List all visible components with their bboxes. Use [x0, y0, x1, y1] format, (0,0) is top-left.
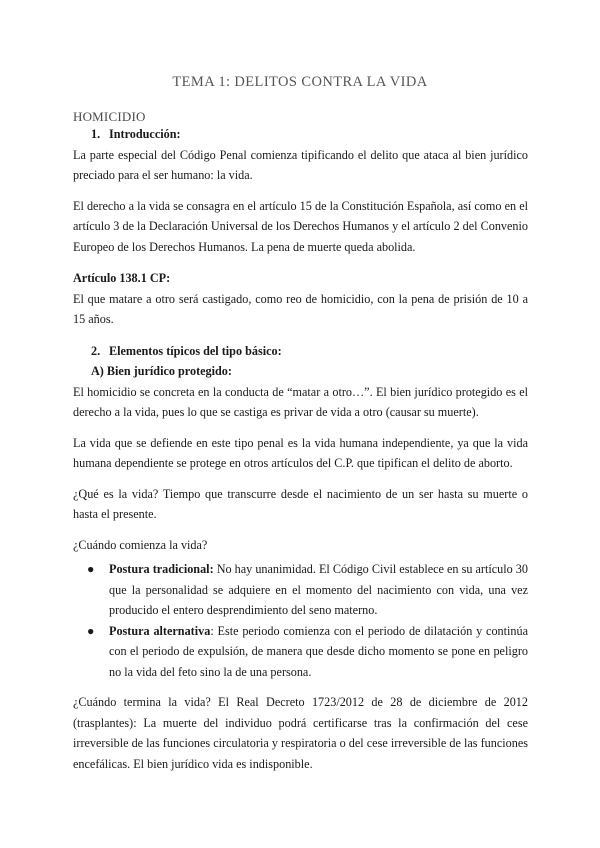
heading-number: 2.	[91, 343, 101, 358]
postures-list	[73, 559, 528, 682]
list-item	[73, 621, 528, 683]
list-item-bold: Postura alternativa	[109, 623, 211, 638]
list-item	[73, 559, 528, 621]
heading-label: Introducción:	[109, 127, 181, 141]
list-item-bold: Postura tradicional:	[109, 562, 214, 576]
paragraph-vida-independiente: La vida que se defiende en este tipo penal es la vida humana independiente, ya que la vida humana dependiente se protege en otros artículos del C.P. que tipifican el delito de aborto.	[73, 435, 528, 470]
heading-number: 1.	[91, 127, 101, 141]
numbered-heading-2	[73, 341, 528, 362]
paragraph-cuando-comienza: ¿Cuándo comienza la vida?	[73, 537, 208, 552]
page-title: TEMA 1: DELITOS CONTRA LA VIDA	[172, 74, 428, 90]
bullet-icon: ●	[87, 562, 95, 576]
paragraph-que-es-la-vida: ¿Qué es la vida? Tiempo que transcurre desde el nacimiento de un ser hasta su muerte o hasta el presente.	[73, 486, 528, 521]
paragraph-cuando-termina: ¿Cuándo termina la vida? El Real Decreto 1723/2012 de 28 de diciembre de 2012 (trasplantes): La muerte del individuo podrá certificarse tras la confirmación del cese irreversible de las funciones circulatoria y respiratoria o del cese irreversible de las funciones encefálicas. El bien jurídico vida es indisponible.	[73, 695, 528, 771]
heading-label: Elementos típicos del tipo básico:	[109, 343, 282, 358]
paragraph-constitution: El derecho a la vida se consagra en el artículo 15 de la Constitución Española, así como en el artículo 3 de la Declaración Universal de los Derechos Humanos y el artículo 2 del Convenio Europeo de los Derechos Humanos. La pena de muerte queda abolida.	[73, 198, 528, 254]
numbered-heading-1	[73, 124, 528, 145]
sub-heading-a: A) Bien jurídico protegido:	[91, 364, 232, 378]
bullet-icon: ●	[87, 623, 95, 638]
list-item-text: No hay unanimidad. El Código Civil establece en su artículo 30 que la personalidad se adquiere en el momento del nacimiento con vida, una vez producido el entero desprendimiento del seno materno.	[109, 562, 528, 617]
paragraph-article: El que matare a otro será castigado, como reo de homicidio, con la pena de prisión de 10 a 15 años.	[73, 291, 528, 326]
paragraph-bien-juridico: El homicidio se concreta en la conducta de “matar a otro…”. El bien jurídico protegido es el derecho a la vida, pues lo que se castiga es privar de vida a otro (causar su muerte).	[73, 384, 528, 419]
section-heading: HOMICIDIO	[73, 109, 146, 124]
paragraph-intro: La parte especial del Código Penal comienza tipificando el delito que ataca al bien jurídico preciado para el ser humano: la vida.	[73, 147, 528, 182]
list-item-text: : Este periodo comienza con el periodo de dilatación y continúa con el periodo de expulsión, de manera que desde dicho momento se pone en peligro no la vida del feto sino la de una persona.	[109, 623, 529, 679]
article-heading: Artículo 138.1 CP:	[73, 271, 171, 285]
document-body	[73, 124, 528, 784]
